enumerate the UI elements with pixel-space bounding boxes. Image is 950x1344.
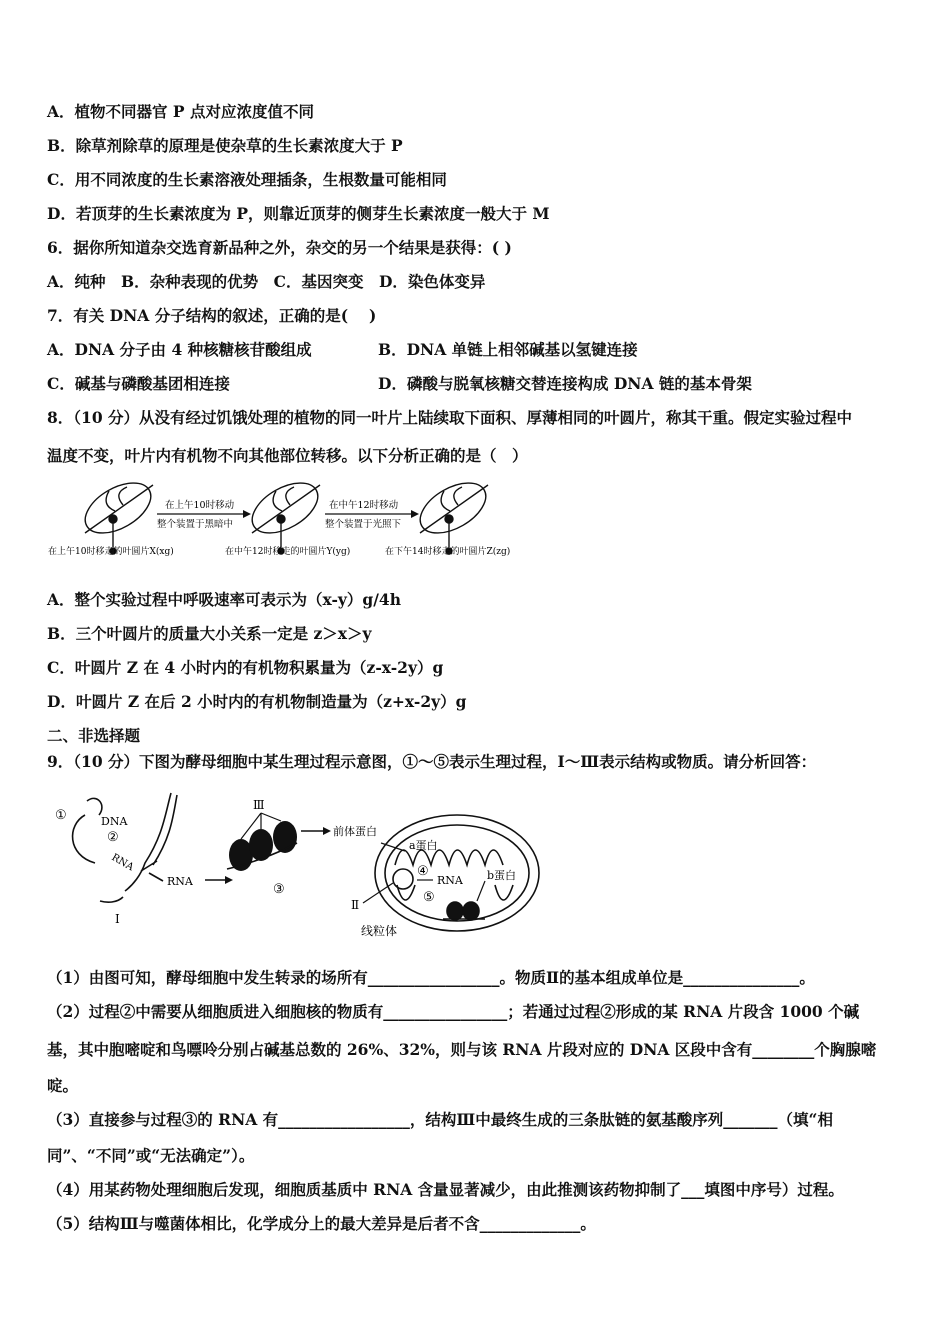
leaf-2-icon	[244, 475, 326, 554]
q7-stem: 7．有关 DNA 分子结构的叙述，正确的是( )	[47, 306, 377, 325]
label-structure-2: Ⅱ	[351, 898, 360, 912]
q6-stem: 6．据你所知道杂交选育新品种之外，杂交的另一个结果是获得：( )	[47, 238, 512, 257]
label-process-5: ⑤	[423, 890, 435, 905]
q9-part-3-line2: 同”、“不同”或“无法确定”）。	[47, 1146, 255, 1165]
label-rna-curve: RNA	[109, 852, 136, 874]
label-disc-y: 在中午12时移走的叶圆片Y(yg)	[225, 547, 351, 557]
q8-option-a: A．整个实验过程中呼吸速率可表示为（x-y）g/4h	[47, 590, 401, 609]
label-dna: DNA	[101, 815, 128, 828]
section-title: 二、非选择题	[47, 726, 141, 745]
label-structure-3: Ⅲ	[253, 798, 265, 812]
arrow-1-top-label: 在上午10时移动	[165, 500, 235, 511]
q5-option-a: A．植物不同器官 P 点对应浓度值不同	[47, 102, 314, 121]
arrow-1-bottom-label: 整个装置于黑暗中	[157, 519, 234, 530]
q7-option-d: D．磷酸与脱氧核糖交替连接构成 DNA 链的基本骨架	[378, 374, 752, 393]
q9-part-2-line2: 基，其中胞嘧啶和鸟嘌呤分别占碱基总数的 26%、32%，则与该 RNA 片段对应的 DNA 区段中含有________个胸腺嘧	[47, 1040, 877, 1059]
label-rna-mito: RNA	[437, 874, 463, 887]
q7-option-b: B．DNA 单链上相邻碱基以氢键连接	[378, 340, 638, 359]
q9-part-4: （4）用某药物处理细胞后发现，细胞质基质中 RNA 含量显著减少，由此推测该药物抑制了___填图中序号）过程。	[47, 1180, 844, 1199]
q8-stem-line1: 8．（10 分）从没有经过饥饿处理的植物的同一叶片上陆续取下面积、厚薄相同的叶圆片，称其干重。假定实验过程中	[47, 408, 853, 427]
q6-options: A．纯种 B．杂种表现的优势 C．基因突变 D．染色体变异	[47, 272, 486, 291]
q9-part-2-line1: （2）过程②中需要从细胞质进入细胞核的物质有________________；若通过过程②形成的某 RNA 片段含 1000 个碱	[47, 1002, 860, 1021]
q8-stem-line2: 温度不变，叶片内有机物不向其他部位转移。以下分析正确的是（ ）	[47, 446, 528, 465]
label-process-3: ③	[273, 882, 285, 897]
label-process-1: ①	[55, 808, 67, 823]
q9-stem: 9．（10 分）下图为酵母细胞中某生理过程示意图，①～⑤表示生理过程，Ⅰ～Ⅲ表示结构或物质。请分析回答：	[47, 752, 817, 771]
q5-option-d: D．若顶芽的生长素浓度为 P，则靠近顶芽的侧芽生长素浓度一般大于 M	[47, 204, 550, 223]
q9-part-2-line3: 啶。	[47, 1076, 79, 1095]
q8-leaf-disc-figure	[45, 475, 525, 560]
label-process-2: ②	[107, 830, 119, 845]
q8-option-d: D．叶圆片 Z 在后 2 小时内的有机物制造量为（z+x-2y）g	[47, 692, 467, 711]
leaf-1-icon	[77, 475, 159, 554]
label-b-protein: b蛋白	[487, 869, 517, 882]
label-rna: RNA	[167, 875, 193, 888]
q5-option-b: B．除草剂除草的原理是使杂草的生长素浓度大于 P	[47, 136, 403, 155]
replication-arrow-icon	[73, 815, 95, 863]
ribosome-group-icon	[227, 813, 297, 871]
rna-arrow-icon	[149, 873, 163, 881]
label-mitochondrion: 线粒体	[361, 924, 398, 938]
q9-part-5: （5）结构Ⅲ与噬菌体相比，化学成分上的最大差异是后者不含_____________。	[47, 1214, 596, 1233]
label-precursor-protein: 前体蛋白	[333, 825, 377, 838]
leaf-3-icon	[412, 475, 494, 554]
q7-option-a: A．DNA 分子由 4 种核糖核苷酸组成	[47, 340, 312, 359]
q9-part-3-line1: （3）直接参与过程③的 RNA 有_________________，结构Ⅲ中最终生成的三条肽链的氨基酸序列_______（填“相	[47, 1110, 833, 1129]
q5-option-c: C．用不同浓度的生长素溶液处理插条，生根数量可能相同	[47, 170, 447, 189]
q9-yeast-figure	[45, 785, 545, 945]
q7-row-2	[47, 374, 752, 394]
q8-option-c: C．叶圆片 Z 在 4 小时内的有机物积累量为（z-x-2y）g	[47, 658, 444, 677]
arrow-2-top-label: 在中午12时移动	[329, 500, 399, 511]
label-disc-z: 在下午14时移走的叶圆片Z(zg)	[385, 547, 511, 557]
q9-part-1: （1）由图可知，酵母细胞中发生转录的场所有_________________。物质Ⅱ的基本组成单位是_______________。	[47, 968, 815, 987]
q7-option-c: C．碱基与磷酸基团相连接	[47, 374, 230, 393]
q8-option-b: B．三个叶圆片的质量大小关系一定是 z＞x＞y	[47, 624, 372, 643]
label-a-protein: a蛋白	[409, 839, 438, 852]
dna-strand-icon	[125, 793, 171, 891]
q7-row-1	[47, 340, 638, 360]
arrow-2-bottom-label: 整个装置于光照下	[325, 519, 402, 530]
label-disc-x: 在上午10时移走的叶圆片X(xg)	[48, 547, 174, 557]
label-process-4: ④	[417, 864, 429, 879]
label-structure-1: Ⅰ	[115, 912, 120, 926]
